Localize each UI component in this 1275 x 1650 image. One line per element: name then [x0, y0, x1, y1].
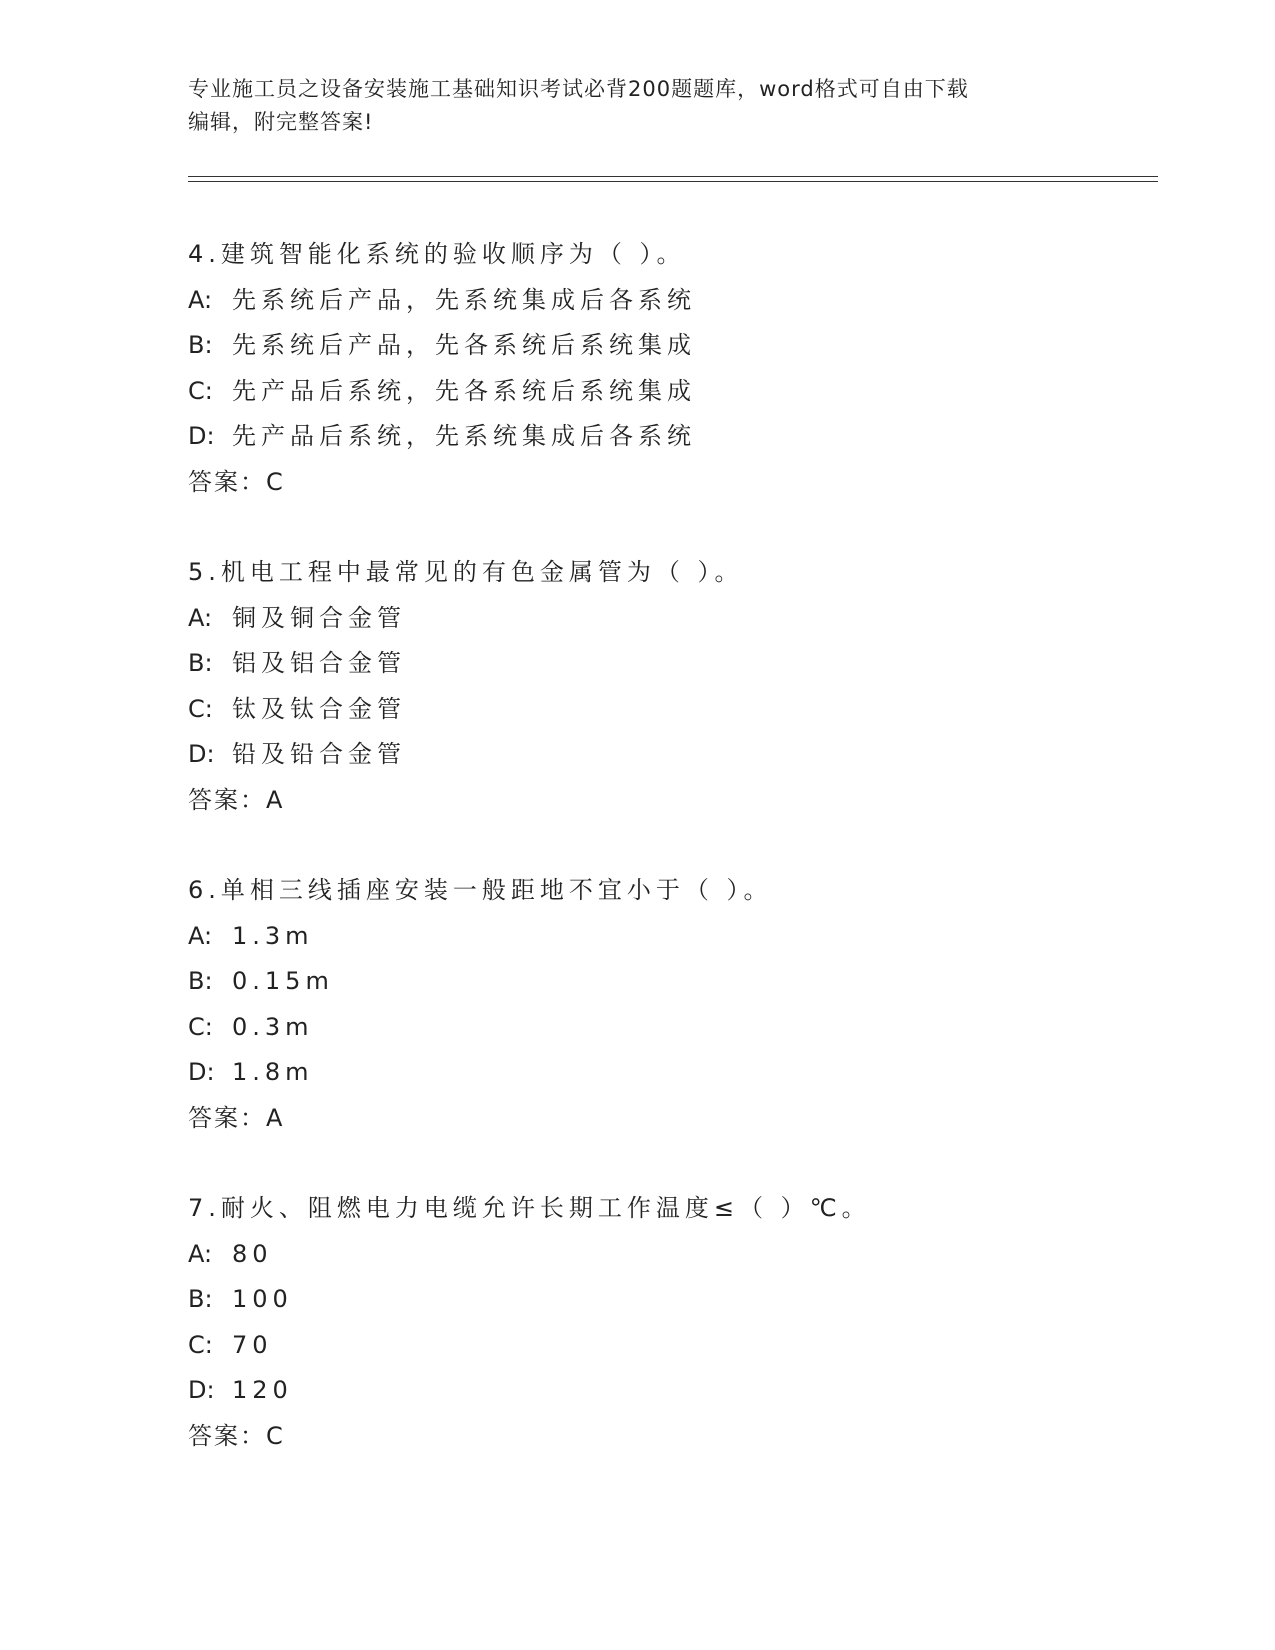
option-b [188, 647, 406, 679]
option-key: B: [188, 1285, 213, 1313]
question-stem: 6.单相三线插座安装一般距地不宜小于（ ）。 [188, 876, 773, 904]
header-line-2: 编辑，附完整答案! [188, 110, 374, 134]
option-c [188, 1329, 273, 1361]
option-key: A: [188, 1240, 213, 1268]
option-c [188, 693, 406, 725]
option-text: 先系统后产品，先各系统后系统集成 [232, 331, 696, 359]
answer-value: C [266, 1422, 285, 1450]
document-header [188, 73, 1088, 139]
option-key: A: [188, 604, 213, 632]
option-text: 70 [232, 1331, 273, 1359]
option-key: A: [188, 286, 213, 314]
answer-line [188, 784, 284, 816]
option-text: 120 [232, 1376, 293, 1404]
question-stem: 7.耐火、阻燃电力电缆允许长期工作温度≤（ ）℃。 [188, 1194, 871, 1222]
option-c [188, 1011, 314, 1043]
header-divider-bottom [188, 181, 1158, 182]
option-key: C: [188, 1013, 213, 1041]
option-text: 铅及铅合金管 [232, 740, 406, 768]
option-key: D: [188, 1058, 215, 1086]
header-divider-top [188, 176, 1158, 177]
option-a [188, 1238, 273, 1270]
option-key: C: [188, 1331, 213, 1359]
option-text: 先系统后产品，先系统集成后各系统 [232, 286, 696, 314]
answer-line [188, 1102, 284, 1134]
option-b [188, 329, 696, 361]
header-line-1: 专业施工员之设备安装施工基础知识考试必背200题题库，word格式可自由下载 [188, 77, 969, 101]
option-key: D: [188, 1376, 215, 1404]
answer-label: 答案： [188, 1104, 266, 1132]
option-text: 铝及铝合金管 [232, 649, 406, 677]
option-key: D: [188, 422, 215, 450]
question-stem: 4.建筑智能化系统的验收顺序为（ ）。 [188, 240, 686, 268]
option-key: C: [188, 377, 213, 405]
option-key: B: [188, 967, 213, 995]
option-text: 0.3m [232, 1013, 314, 1041]
answer-label: 答案： [188, 1422, 266, 1450]
option-text: 1.3m [232, 922, 314, 950]
option-key: C: [188, 695, 213, 723]
option-d [188, 1056, 314, 1088]
option-text: 1.8m [232, 1058, 314, 1086]
option-text: 铜及铜合金管 [232, 604, 406, 632]
option-a [188, 920, 314, 952]
answer-label: 答案： [188, 468, 266, 496]
option-d [188, 738, 406, 770]
option-text: 钛及钛合金管 [232, 695, 406, 723]
option-text: 先产品后系统，先系统集成后各系统 [232, 422, 696, 450]
answer-label: 答案： [188, 786, 266, 814]
option-key: D: [188, 740, 215, 768]
option-a [188, 602, 406, 634]
answer-line [188, 466, 285, 498]
answer-value: A [266, 1104, 285, 1132]
option-a [188, 284, 696, 316]
option-d [188, 420, 696, 452]
option-d [188, 1374, 293, 1406]
option-text: 0.15m [232, 967, 334, 995]
option-b [188, 1283, 293, 1315]
option-text: 先产品后系统，先各系统后系统集成 [232, 377, 696, 405]
option-key: A: [188, 922, 213, 950]
answer-line [188, 1420, 285, 1452]
option-text: 80 [232, 1240, 273, 1268]
answer-value: A [266, 786, 285, 814]
answer-value: C [266, 468, 285, 496]
option-c [188, 375, 696, 407]
option-key: B: [188, 331, 213, 359]
option-key: B: [188, 649, 213, 677]
option-text: 100 [232, 1285, 293, 1313]
option-b [188, 965, 334, 997]
question-stem: 5.机电工程中最常见的有色金属管为（ ）。 [188, 558, 744, 586]
